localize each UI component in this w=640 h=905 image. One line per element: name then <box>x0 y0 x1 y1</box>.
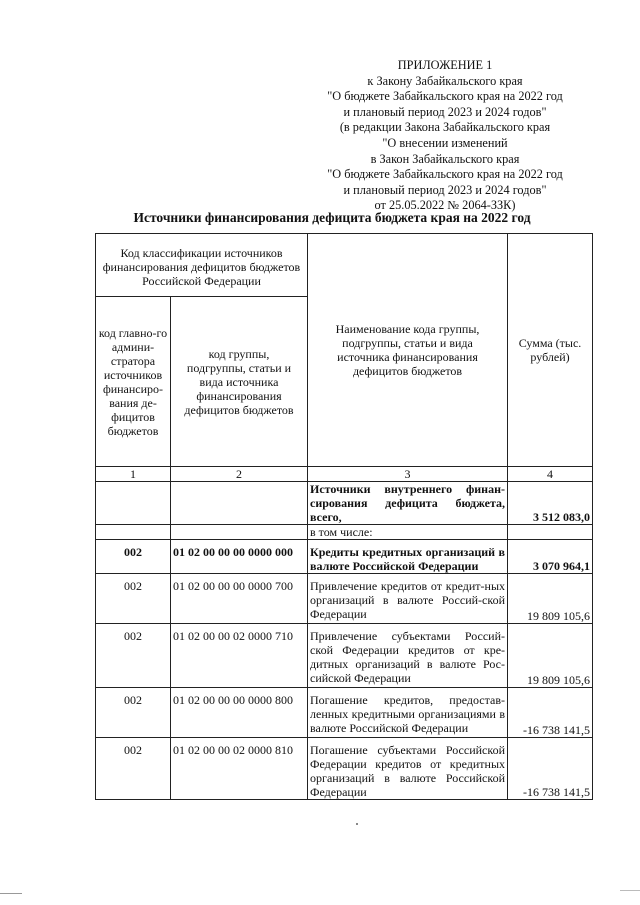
including-row <box>96 525 593 540</box>
source-code: 01 02 00 00 02 0000 810 <box>171 738 308 800</box>
admin-code: 002 <box>96 688 171 738</box>
header-line: от 25.05.2022 № 2064-ЗЗК) <box>374 198 516 213</box>
including-label: в том числе: <box>308 525 508 540</box>
header-line: к Закону Забайкальского края <box>367 73 523 88</box>
header-line: и плановый период 2023 и 2024 годов" <box>343 104 547 119</box>
header-line: (в редакции Закона Забайкальского края <box>339 120 551 135</box>
column-number: 1 <box>96 467 171 482</box>
header-line: "О бюджете Забайкальского края на 2022 год <box>327 89 563 104</box>
scan-edge-mark <box>0 893 22 894</box>
header-line: ПРИЛОЖЕНИЕ 1 <box>397 58 493 72</box>
group-header: Код классификации источников финансирования дефицитов бюджетов Российской Федерации <box>102 246 301 288</box>
column-number: 4 <box>508 467 593 482</box>
source-sum: -16 738 141,5 <box>508 738 593 800</box>
admin-code: 002 <box>96 738 171 800</box>
source-sum: 19 809 105,6 <box>508 624 593 688</box>
header-line: "О внесении изменений <box>382 135 508 150</box>
col-code-header: код группы, подгруппы, статьи и вида источника финансирования дефицитов бюджетов <box>184 346 294 417</box>
scan-speck <box>356 823 358 825</box>
admin-code: 002 <box>96 574 171 624</box>
appendix-header <box>300 58 590 214</box>
scan-edge-mark <box>620 890 640 891</box>
source-code: 01 02 00 00 00 0000 000 <box>171 540 308 574</box>
name-header-cell <box>308 234 508 467</box>
source-name: Погашение кредитов, предостав-ленных кредитными организациями в валюте Российской Федерации <box>308 688 508 738</box>
source-name: Погашение субъектами Российской Федерации кредитов от кредитных организаций в валюте Российской Федерации <box>308 738 508 800</box>
table-row <box>96 688 593 738</box>
header-line: в Закон Забайкальского края <box>370 151 520 166</box>
total-name: Источники внутреннего финан-сирования дефицита бюджета, всего, <box>308 482 508 525</box>
admin-header-cell <box>96 297 171 467</box>
source-name: Привлечение субъектами Россий-ской Федерации кредитов от кре-дитных организаций в валюте Рос-сийской Федерации <box>308 624 508 688</box>
source-sum: 19 809 105,6 <box>508 574 593 624</box>
column-number-row <box>96 467 593 482</box>
sum-header-cell <box>508 234 593 467</box>
source-code: 01 02 00 00 00 0000 700 <box>171 574 308 624</box>
source-sum: 3 070 964,1 <box>508 540 593 574</box>
document-title: Источники финансирования дефицита бюджета края на 2022 год <box>133 210 531 225</box>
group-header-cell <box>96 234 308 297</box>
header-line: "О бюджете Забайкальского края на 2022 год <box>327 167 563 182</box>
code-header-cell <box>171 297 308 467</box>
source-code: 01 02 00 00 00 0000 800 <box>171 688 308 738</box>
table-row <box>96 540 593 574</box>
source-name: Привлечение кредитов от кредит-ных организаций в валюте Россий-ской Федерации <box>308 574 508 624</box>
column-number: 3 <box>308 467 508 482</box>
table-row <box>96 624 593 688</box>
source-sum: -16 738 141,5 <box>508 688 593 738</box>
column-number: 2 <box>171 467 308 482</box>
header-line: и плановый период 2023 и 2024 годов" <box>343 182 547 197</box>
table-row <box>96 738 593 800</box>
admin-code: 002 <box>96 540 171 574</box>
source-name: Кредиты кредитных организаций в валюте Российской Федерации <box>308 540 508 574</box>
col-sum-header: Сумма (тыс. рублей) <box>518 336 582 364</box>
table-header-row <box>96 234 593 297</box>
col-admin-header: код главно-го админи-стратора источников финансиро-вания де-фицитов бюджетов <box>98 325 168 438</box>
table-row <box>96 574 593 624</box>
total-row <box>96 482 593 525</box>
total-sum: 3 512 083,0 <box>508 482 593 525</box>
admin-code: 002 <box>96 624 171 688</box>
col-name-header: Наименование кода группы, подгруппы, статьи и вида источника финансирования дефицитов бюджетов <box>335 322 480 378</box>
sources-table <box>95 233 593 800</box>
source-code: 01 02 00 00 02 0000 710 <box>171 624 308 688</box>
